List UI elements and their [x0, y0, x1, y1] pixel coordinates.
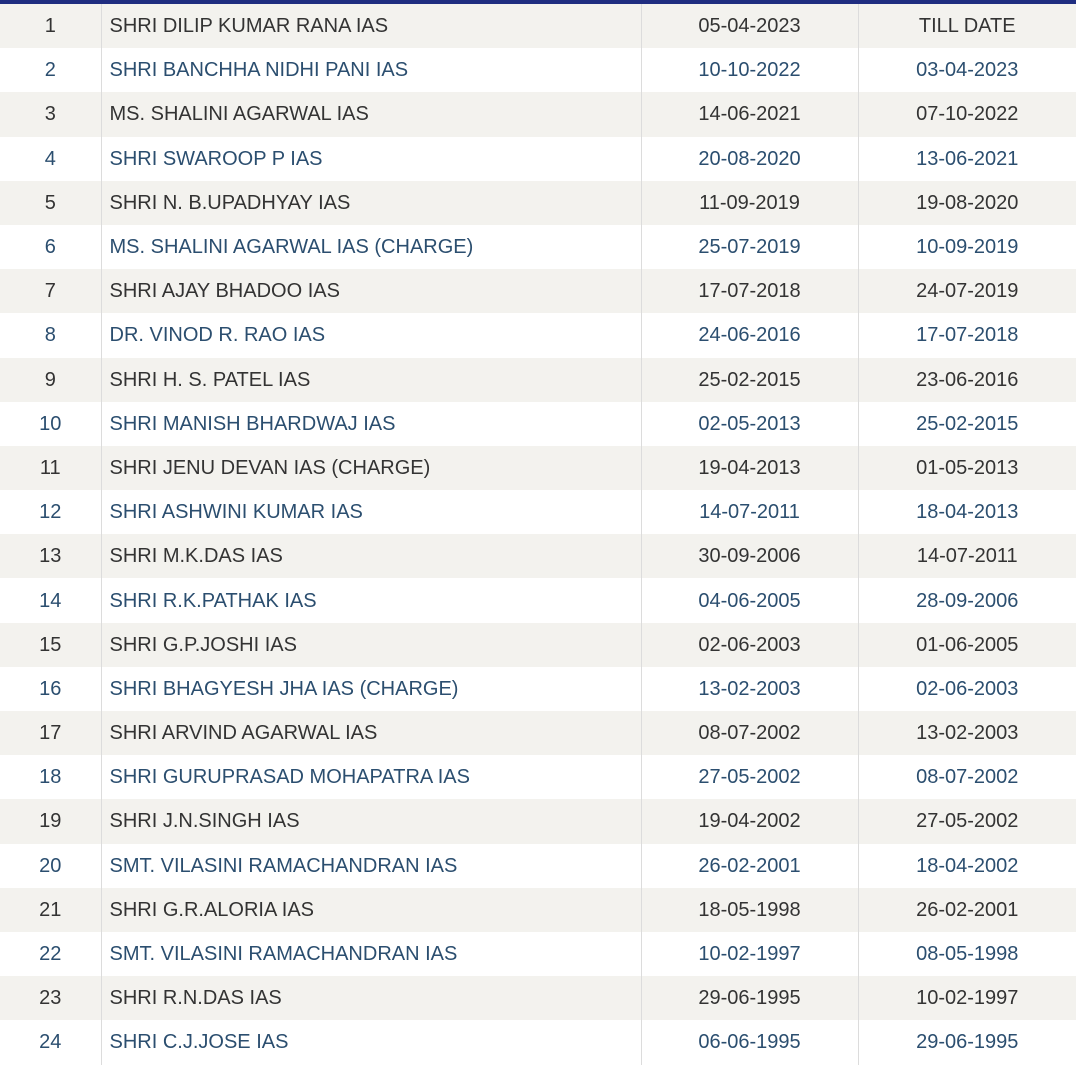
officer-name-cell: SHRI MANISH BHARDWAJ IAS: [101, 402, 641, 446]
from-date-cell: 11-09-2019: [641, 181, 858, 225]
table-row: [0, 844, 1076, 888]
to-date-cell: 01-06-2005: [916, 633, 1019, 656]
table-row: [0, 623, 1076, 667]
officer-name-cell: SHRI JENU DEVAN IAS (CHARGE): [101, 446, 641, 490]
to-date-cell: 03-04-2023: [916, 59, 1019, 82]
table-row: [0, 92, 1076, 136]
serial-number-cell: 9: [0, 358, 101, 402]
to-date-cell: 25-02-2015: [916, 412, 1019, 435]
to-date-cell: 18-04-2002: [916, 854, 1019, 877]
serial-number-cell: 1: [0, 4, 101, 48]
officer-name-cell: SHRI R.K.PATHAK IAS: [101, 578, 641, 622]
table-row: [0, 755, 1076, 799]
to-date-cell: 14-07-2011: [916, 545, 1018, 568]
officer-name-cell: SHRI G.R.ALORIA IAS: [101, 888, 641, 932]
to-date-cell: 28-09-2006: [916, 589, 1019, 612]
from-date-cell: 10-02-1997: [641, 932, 858, 976]
serial-number-cell: 8: [0, 313, 101, 357]
from-date-cell: 19-04-2013: [641, 446, 858, 490]
to-date-cell: 10-02-1997: [916, 987, 1019, 1010]
table-row: [0, 976, 1076, 1020]
serial-number-cell: 18: [0, 755, 101, 799]
to-date-cell: 23-06-2016: [916, 368, 1019, 391]
serial-number-cell: 23: [0, 976, 101, 1020]
table-row: [0, 1020, 1076, 1064]
table-row: [0, 402, 1076, 446]
officer-name-cell: SHRI BANCHHA NIDHI PANI IAS: [101, 48, 641, 92]
to-date-cell: 17-07-2018: [916, 324, 1019, 347]
to-date-cell: 08-07-2002: [916, 766, 1019, 789]
officers-table: [0, 4, 1076, 1065]
officer-name-cell: SHRI G.P.JOSHI IAS: [101, 623, 641, 667]
to-date-cell: 24-07-2019: [916, 280, 1019, 303]
officer-name-cell: SHRI H. S. PATEL IAS: [101, 358, 641, 402]
from-date-cell: 02-06-2003: [641, 623, 858, 667]
to-date-cell: 10-09-2019: [916, 236, 1019, 259]
table-row: [0, 269, 1076, 313]
from-date-cell: 20-08-2020: [641, 137, 858, 181]
to-date-cell: TILL DATE: [918, 15, 1016, 38]
from-date-cell: 08-07-2002: [641, 711, 858, 755]
table-row: [0, 490, 1076, 534]
officer-name-cell: SHRI SWAROOP P IAS: [101, 137, 641, 181]
from-date-cell: 18-05-1998: [641, 888, 858, 932]
table-row: [0, 225, 1076, 269]
from-date-cell: 13-02-2003: [641, 667, 858, 711]
to-date-cell: 07-10-2022: [916, 103, 1019, 126]
officer-name-cell: SHRI C.J.JOSE IAS: [101, 1020, 641, 1064]
from-date-cell: 10-10-2022: [641, 48, 858, 92]
table-row: [0, 799, 1076, 843]
officer-name-cell: SHRI N. B.UPADHYAY IAS: [101, 181, 641, 225]
serial-number-cell: 19: [0, 799, 101, 843]
to-date-cell: 29-06-1995: [916, 1031, 1019, 1054]
to-date-cell: 13-02-2003: [916, 722, 1019, 745]
serial-number-cell: 6: [0, 225, 101, 269]
officer-name-cell: SHRI AJAY BHADOO IAS: [101, 269, 641, 313]
from-date-cell: 17-07-2018: [641, 269, 858, 313]
serial-number-cell: 7: [0, 269, 101, 313]
table-row: [0, 181, 1076, 225]
serial-number-cell: 3: [0, 92, 101, 136]
to-date-cell: 08-05-1998: [916, 943, 1019, 966]
to-date-cell: 02-06-2003: [916, 677, 1019, 700]
right-edge: [1076, 0, 1080, 1068]
serial-number-cell: 12: [0, 490, 101, 534]
from-date-cell: 14-06-2021: [641, 92, 858, 136]
table-row: [0, 534, 1076, 578]
officer-name-cell: MS. SHALINI AGARWAL IAS (CHARGE): [101, 225, 641, 269]
to-date-cell: 27-05-2002: [916, 810, 1019, 833]
serial-number-cell: 20: [0, 844, 101, 888]
serial-number-cell: 10: [0, 402, 101, 446]
table-row: [0, 578, 1076, 622]
from-date-cell: 27-05-2002: [641, 755, 858, 799]
from-date-cell: 30-09-2006: [641, 534, 858, 578]
from-date-cell: 05-04-2023: [641, 4, 858, 48]
officer-name-cell: DR. VINOD R. RAO IAS: [101, 313, 641, 357]
table-row: [0, 358, 1076, 402]
officer-name-cell: SHRI GURUPRASAD MOHAPATRA IAS: [101, 755, 641, 799]
table-row: [0, 667, 1076, 711]
officer-name-cell: SHRI BHAGYESH JHA IAS (CHARGE): [101, 667, 641, 711]
officer-name-cell: MS. SHALINI AGARWAL IAS: [101, 92, 641, 136]
table-row: [0, 137, 1076, 181]
table-row: [0, 711, 1076, 755]
officer-name-cell: SHRI DILIP KUMAR RANA IAS: [101, 4, 641, 48]
serial-number-cell: 2: [0, 48, 101, 92]
from-date-cell: 29-06-1995: [641, 976, 858, 1020]
from-date-cell: 25-07-2019: [641, 225, 858, 269]
from-date-cell: 02-05-2013: [641, 402, 858, 446]
to-date-cell: 26-02-2001: [916, 898, 1019, 921]
serial-number-cell: 24: [0, 1020, 101, 1064]
from-date-cell: 25-02-2015: [641, 358, 858, 402]
serial-number-cell: 16: [0, 667, 101, 711]
officer-name-cell: SHRI R.N.DAS IAS: [101, 976, 641, 1020]
table-row: [0, 4, 1076, 48]
officer-name-cell: SHRI J.N.SINGH IAS: [101, 799, 641, 843]
to-date-cell: 13-06-2021: [916, 147, 1019, 170]
serial-number-cell: 17: [0, 711, 101, 755]
serial-number-cell: 22: [0, 932, 101, 976]
serial-number-cell: 5: [0, 181, 101, 225]
table-body: [0, 4, 1076, 1065]
officer-name-cell: SMT. VILASINI RAMACHANDRAN IAS: [101, 932, 641, 976]
table-row: [0, 932, 1076, 976]
from-date-cell: 06-06-1995: [641, 1020, 858, 1064]
from-date-cell: 04-06-2005: [641, 578, 858, 622]
to-date-cell: 19-08-2020: [916, 191, 1019, 214]
table-row: [0, 888, 1076, 932]
serial-number-cell: 21: [0, 888, 101, 932]
serial-number-cell: 14: [0, 578, 101, 622]
table-row: [0, 48, 1076, 92]
serial-number-cell: 13: [0, 534, 101, 578]
officer-name-cell: SHRI M.K.DAS IAS: [101, 534, 641, 578]
officer-name-cell: SHRI ASHWINI KUMAR IAS: [101, 490, 641, 534]
serial-number-cell: 15: [0, 623, 101, 667]
to-date-cell: 18-04-2013: [916, 501, 1019, 524]
serial-number-cell: 11: [0, 446, 101, 490]
from-date-cell: 24-06-2016: [641, 313, 858, 357]
to-date-cell: 01-05-2013: [916, 456, 1019, 479]
table-row: [0, 313, 1076, 357]
officer-name-cell: SHRI ARVIND AGARWAL IAS: [101, 711, 641, 755]
from-date-cell: 26-02-2001: [641, 844, 858, 888]
from-date-cell: 19-04-2002: [641, 799, 858, 843]
serial-number-cell: 4: [0, 137, 101, 181]
officer-name-cell: SMT. VILASINI RAMACHANDRAN IAS: [101, 844, 641, 888]
table-row: [0, 446, 1076, 490]
from-date-cell: 14-07-2011: [641, 490, 858, 534]
